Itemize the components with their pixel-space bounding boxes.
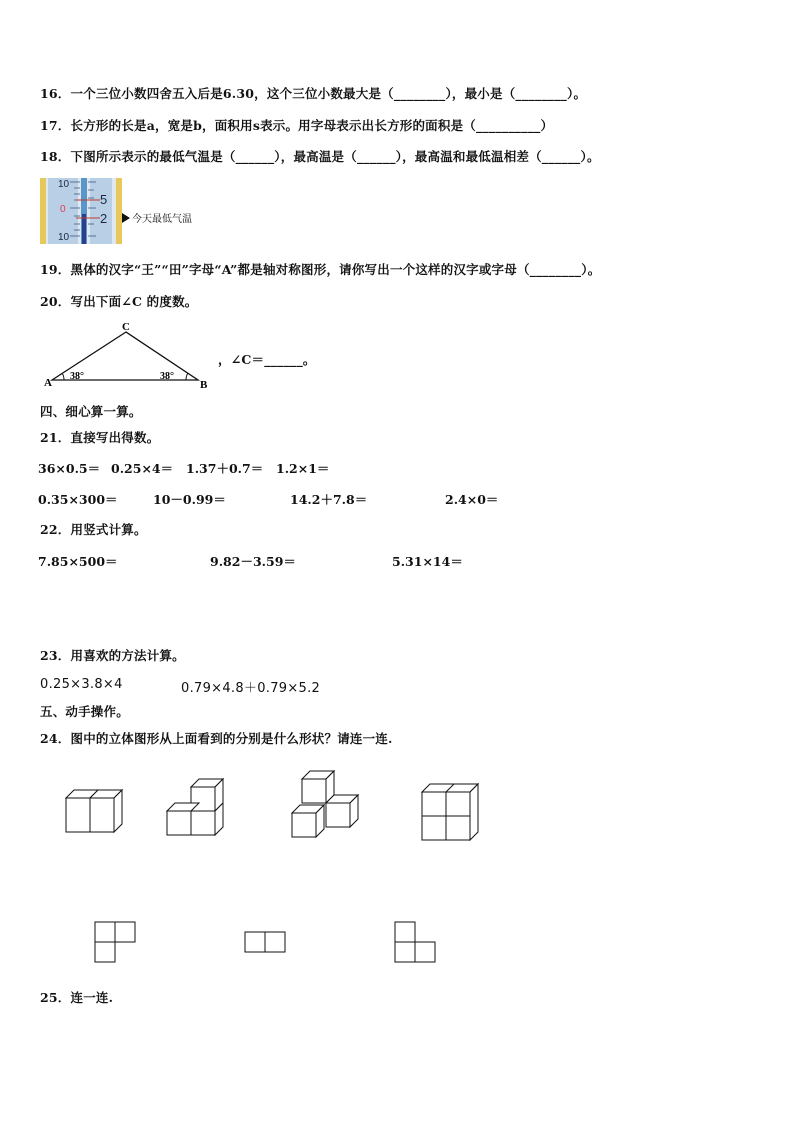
question-20: 20．写出下面∠C 的度数。 [40, 294, 198, 309]
angle-a-label: 38° [70, 371, 84, 382]
top-view-shape-3 [393, 920, 443, 970]
q21-item: 1.37＋0.7＝ [186, 461, 264, 476]
question-25: 25．连一连. [40, 990, 114, 1005]
top-view-shape-2 [243, 930, 293, 960]
thermometer-left-frame [40, 178, 46, 244]
vertex-a-label: A [44, 377, 52, 389]
q22-item: 5.31×14＝ [392, 554, 463, 569]
q23-item: 0.25×3.8×4 [40, 677, 123, 692]
q23-item: 0.79×4.8＋0.79×5.2 [181, 681, 321, 696]
q22-item: 9.82－3.59＝ [210, 554, 296, 569]
cube-figure-2 [165, 775, 235, 845]
question-17: 17．长方形的长是a，宽是b，面积用s表示。用字母表示出长方形的面积是（__________） [40, 118, 554, 133]
question-18: 18．下图所示表示的最低气温是（______），最高温是（______），最高温和最低温相差（______）。 [40, 149, 600, 164]
thermometer-label-lower: 10 [58, 232, 70, 243]
q21-item: 14.2＋7.8＝ [290, 492, 368, 507]
triangle-figure [40, 318, 240, 391]
section-5-heading: 五、动手操作。 [40, 704, 129, 719]
thermometer-label-zero: 0 [60, 204, 66, 215]
q21-item: 10－0.99＝ [153, 492, 226, 507]
question-22: 22．用竖式计算。 [40, 522, 147, 537]
thermometer-figure [40, 178, 210, 248]
thermometer-right-frame [116, 178, 122, 244]
thermometer-label-upper: 10 [58, 179, 70, 190]
cube-figure-4 [420, 782, 490, 852]
cube-figure-3 [290, 767, 370, 847]
vertex-c-label: C [122, 321, 130, 333]
q21-item: 0.25×4＝ [111, 461, 174, 476]
top-view-shape-1 [93, 920, 143, 970]
arrow-icon [122, 213, 130, 223]
q21-item: 0.35×300＝ [38, 492, 118, 507]
thermometer-low-value: 2 [100, 211, 108, 226]
angle-b-arc [186, 373, 188, 380]
thermometer-caption: 今天最低气温 [132, 214, 192, 225]
thermometer-high-value: 5 [100, 192, 108, 207]
angle-a-arc [62, 373, 64, 380]
q22-item: 7.85×500＝ [38, 554, 118, 569]
question-20-answer: ，∠C＝______。 [218, 352, 316, 367]
angle-b-label: 38° [160, 371, 174, 382]
question-24: 24．图中的立体图形从上面看到的分别是什么形状？请连一连. [40, 731, 393, 746]
question-16: 16．一个三位小数四舍五入后是6.30，这个三位小数最大是（________），最小是（________）。 [40, 86, 587, 101]
question-23: 23．用喜欢的方法计算。 [40, 648, 185, 663]
question-21: 21．直接写出得数。 [40, 430, 160, 445]
q21-item: 36×0.5＝ [38, 461, 101, 476]
cube-figure-1 [62, 788, 132, 848]
vertex-b-label: B [200, 379, 208, 391]
question-19: 19．黑体的汉字“王”“田”字母“A”都是轴对称图形，请你写出一个这样的汉字或字母（________）。 [40, 262, 601, 277]
q21-item: 1.2×1＝ [276, 461, 330, 476]
q21-item: 2.4×0＝ [445, 492, 499, 507]
section-4-heading: 四、细心算一算。 [40, 404, 142, 419]
